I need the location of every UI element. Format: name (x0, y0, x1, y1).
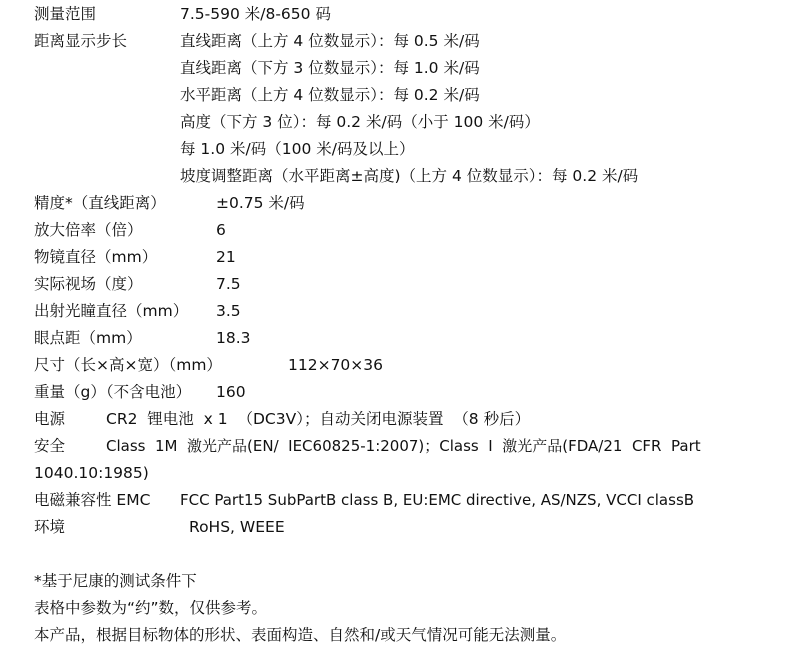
display-step-line: 水平距离（上方 4 位数显示）：每 0.2 米/码 (180, 86, 480, 104)
emc-value: FCC Part15 SubPartB class B, EU:EMC directive, AS/NZS, VCCI classB (180, 491, 695, 509)
power-label: 电源 (34, 410, 66, 428)
accuracy-value: ±0.75 米/码 (216, 194, 305, 212)
display-step-line: 直线距离（下方 3 位数显示）：每 1.0 米/码 (180, 59, 480, 77)
display-step-label: 距离显示步长 (34, 32, 128, 50)
safety-label: 安全 (34, 437, 66, 455)
footnote-line: 表格中参数为“约”数，仅供参考。 (34, 599, 268, 617)
safety-value-line2: 1040.10:1985) (34, 464, 149, 482)
weight-label: 重量（g）（不含电池） (34, 383, 192, 401)
objective-diameter-value: 21 (216, 248, 236, 266)
field-of-view-value: 7.5 (216, 275, 241, 293)
objective-diameter-label: 物镜直径（mm） (34, 248, 158, 266)
magnification-value: 6 (216, 221, 226, 239)
emc-label: 电磁兼容性 EMC (34, 491, 151, 509)
accuracy-label: 精度*（直线距离） (34, 194, 166, 212)
display-step-line: 高度（下方 3 位）：每 0.2 米/码（小于 100 米/码） (180, 113, 540, 131)
power-value: CR2 锂电池 x 1 （DC3V）；自动关闭电源装置 （8 秒后） (106, 410, 531, 428)
magnification-label: 放大倍率（倍） (34, 221, 143, 239)
environment-label: 环境 (34, 518, 66, 536)
exit-pupil-label: 出射光瞳直径（mm） (34, 302, 189, 320)
field-of-view-label: 实际视场（度） (34, 275, 143, 293)
range-label: 测量范围 (34, 5, 97, 23)
weight-value: 160 (216, 383, 246, 401)
environment-value: RoHS, WEEE (189, 518, 285, 536)
display-step-line: 每 1.0 米/码（100 米/码及以上） (180, 140, 415, 158)
dimensions-label: 尺寸（长×高×宽）（mm） (34, 356, 222, 374)
dimensions-value: 112×70×36 (288, 356, 384, 374)
safety-value-line1: Class 1M 激光产品(EN/ IEC60825-1:2007)；Class I 激光产品(FDA/21 CFR Part (106, 437, 701, 455)
eye-relief-label: 眼点距（mm） (34, 329, 142, 347)
eye-relief-value: 18.3 (216, 329, 251, 347)
exit-pupil-value: 3.5 (216, 302, 241, 320)
display-step-line: 直线距离（上方 4 位数显示）：每 0.5 米/码 (180, 32, 480, 50)
display-step-line: 坡度调整距离（水平距离±高度)（上方 4 位数显示）：每 0.2 米/码 (180, 167, 639, 185)
footnote-line: *基于尼康的测试条件下 (34, 572, 197, 590)
range-value: 7.5-590 米/8-650 码 (180, 5, 331, 23)
footnote-line: 本产品，根据目标物体的形状、表面构造、自然和/或天气情况可能无法测量。 (34, 626, 567, 644)
